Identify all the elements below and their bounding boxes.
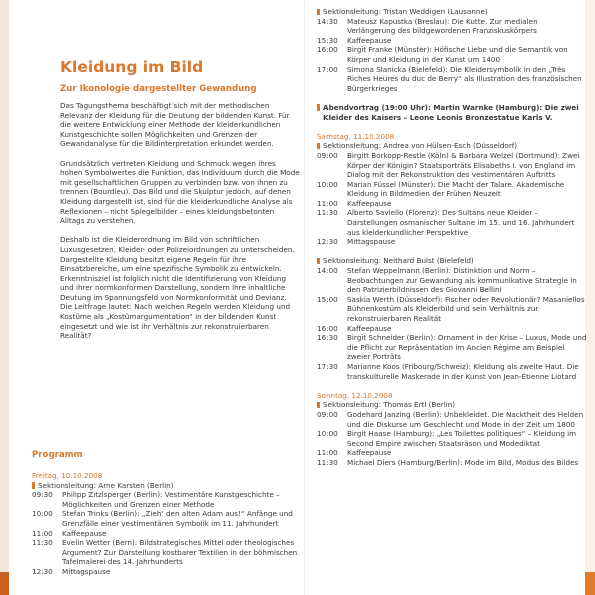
section-leader: Sektionsleitung: Arne Karsten (Berlin) (32, 481, 298, 491)
entry-text: Kaffeepause (347, 323, 392, 333)
entry-time: 11:00 (317, 448, 338, 458)
entry-text: Kaffeepause (347, 35, 392, 45)
left-edge-tab (0, 572, 9, 595)
entry-text: Birgit Schneider (Berlin): Ornament in der Krise – Luxus, Mode und die Pflicht zur Repräsentation im Ancien Régime am Beispiel zweier Porträts (347, 333, 587, 362)
day-heading: Samstag, 11.10.2008 (317, 131, 395, 141)
entry-text: Kaffeepause (347, 448, 392, 458)
schedule-entry (317, 45, 587, 64)
entry-text: Marian Füssel (Münster): Die Macht der Talare. Akademische Kleidung in Bildmedien der Frühen Neuzeit (347, 179, 565, 199)
entry-time: 11:30 (32, 538, 53, 548)
entry-text: Michael Diers (Hamburg/Berlin): Mode im Bild, Modus des Bildes (347, 457, 579, 467)
day-heading: Freitag, 10.10.2008 (32, 471, 103, 480)
schedule-entry (317, 333, 587, 362)
entry-text: Stefan Weppelmann (Berlin): Distinktion und Norm – Beobachtungen zur Gewandung als kommunikative Strategie in den Patrizierbildnissen des Giovanni Bellini (347, 266, 577, 295)
spacer (317, 122, 587, 132)
entry-text: Mittagspause (62, 566, 111, 576)
schedule-entry (317, 410, 587, 429)
schedule-entry (32, 509, 298, 528)
entry-time: 16:00 (317, 323, 338, 333)
entry-time: 14:30 (317, 16, 338, 26)
entry-text: Kaffeepause (62, 528, 107, 538)
entry-text: Alberto Saviello (Florenz): Des Sultans neue Kleider – Darstellungen osmanischer Sultane im 15. und 16. Jahrhundert aus kleiderkundlicher Perspektive (347, 208, 575, 237)
schedule-entry (317, 362, 587, 381)
entry-time: 11:00 (317, 198, 338, 208)
entry-time: 15:30 (317, 35, 338, 45)
schedule-entry (317, 324, 587, 334)
entry-text: Evelin Wetter (Bern): Bildstrategisches Mittel oder theologisches Argument? Zur Darstellung kostbarer Textilien in der böhmischen Tafelmalerei des 14. Jahrhunderts (62, 538, 298, 567)
section-leader: Abendvortrag (19:00 Uhr): Martin Warnke (Hamburg): Die zwei Kleider des Kaisers – Leone Leonis Bronzestatue Karls V. (317, 103, 587, 122)
schedule-entry (32, 538, 298, 567)
entry-text: Philipp Zitzlsperger (Berlin): Vestimentäre Kunstgeschichte – Möglichkeiten und Grenzen einer Methode (62, 490, 280, 509)
entry-time: 10:00 (32, 509, 53, 519)
entry-time: 14:00 (317, 266, 338, 276)
schedule-entry (32, 490, 298, 509)
entry-text: Birgit Franke (Münster): Höfische Liebe und die Semantik von Körper und Kleidung in der Kunst um 1400 (347, 45, 568, 64)
right-edge-tab (585, 572, 595, 595)
paragraph: Deshalb ist die Kleiderordnung im Bild von schriftlichen Luxusgesetzen, Kleider- oder Polizeiordnungen zu unterscheiden. Dargestellte Kleidung besitzt eigene Regeln für ihre Einsatzbereiche, um eine spezifische Symbolik zu entwickeln. Erkenntnisziel ist folglich nicht die Identifizierung von Kleidung und ihrer normkonformen Darstellung, sondern ihre inhaltliche Deutung im Spannungsfeld von Normkonformität und Devianz. Die Leitfrage lautet: Nach welchen Regeln werden Kleidung und Kostüme als „Kostümargumentation“ in der bildenden Kunst eingesetzt und wie ist ihr Verhältnis zur rekonstruierbaren Realität? (60, 235, 295, 341)
paragraph: Das Tagungsthema beschäftigt sich mit der methodischen Relevanz der Kleidung für die Deutung der bildenden Kunst. Für die weitere Entwicklung einer Methode der kleiderkundlichen Kunstgeschichte sollen Möglichkeiten und Grenzen der Gewandanalyse für die Bildinterpretation erkundet werden. (60, 101, 290, 149)
entry-text: Godehard Janzing (Berlin): Unbekleidet. Die Nacktheit des Helden und die Diskurse um Geschlecht und Mode in der Zeit um 1800 (347, 409, 584, 429)
entry-text: Simona Slanicka (Bielefeld): Die Kleidersymbolik in den „Très Riches Heures du duc de Berry“ als Illustration des französischen Bürgerkrieges (347, 64, 582, 93)
entry-text: Kaffeepause (347, 198, 392, 208)
schedule-entry (317, 17, 587, 36)
schedule-entry (317, 151, 587, 180)
schedule-entry (317, 65, 587, 94)
entry-text: Marianne Koos (Fribourg/Schweiz): Kleidung als zweite Haut. Die transkulturelle Maskerade in der Kunst von Jean-Étienne Liotard (347, 361, 579, 381)
entry-text: Mittagspause (347, 237, 396, 247)
section-leader: Sektionsleitung: Andrea von Hülsen-Esch (Düsseldorf) (317, 141, 587, 151)
programm-right-column (317, 7, 587, 468)
article-subtitle: Zur Ikonologie dargestellter Gewandung (60, 84, 257, 94)
entry-text: Stefan Trinks (Berlin): „Zieh‘ den alten Adam aus!“ Anfänge und Grenzfälle einer vestimentären Symbolik im 11. Jahrhundert (62, 509, 293, 528)
programm-left-column (32, 471, 298, 577)
article-body (60, 101, 300, 350)
entry-time: 15:00 (317, 294, 338, 304)
column-divider (304, 0, 305, 595)
article-title: Kleidung im Bild (60, 58, 204, 76)
schedule-entry (317, 448, 587, 458)
entry-time: 12:30 (32, 566, 53, 576)
schedule-entry (317, 458, 587, 468)
schedule-entry (317, 429, 587, 448)
section-leader: Sektionsleitung: Neithard Bulst (Bielefeld) (317, 256, 587, 266)
entry-time: 12:30 (317, 237, 338, 247)
left-page-edge (0, 0, 9, 595)
entry-text: Mateusz Kapustka (Breslau): Die Kutte. Zur medialen Verlängerung des bildgewordenen Franziskuskörpers (347, 16, 538, 36)
schedule-entry (32, 529, 298, 539)
entry-time: 11:30 (317, 457, 338, 467)
entry-time: 17:30 (317, 361, 338, 371)
section-leader: Sektionsleitung: Tristan Weddigen (Lausanne) (317, 7, 587, 17)
entry-time: 16:30 (317, 333, 338, 343)
entry-time: 09:00 (317, 409, 338, 419)
schedule-entry (317, 36, 587, 46)
entry-time: 11:00 (32, 528, 53, 538)
entry-time: 17:00 (317, 64, 338, 74)
entry-text: Birgitt Borkopp-Restle (Köln) & Barbara Welzel (Dortmund): Zwei Körper der Königin? Staatsporträts Elisabeths I. von England im Dialog mit der Rekonstruktion des vestimentären Auftritts (347, 150, 580, 180)
entry-time: 10:00 (317, 179, 338, 189)
schedule-entry (317, 295, 587, 324)
schedule-entry (317, 180, 587, 199)
schedule-entry (317, 237, 587, 247)
schedule-entry (317, 199, 587, 209)
spacer (317, 93, 587, 103)
schedule-entry (317, 208, 587, 237)
spacer (317, 247, 587, 257)
schedule-entry (32, 567, 298, 577)
section-leader: Sektionsleitung: Thomas Ertl (Berlin) (317, 400, 587, 410)
day-heading: Sonntag, 12.10.2008 (317, 390, 393, 400)
schedule-entry (317, 266, 587, 295)
paragraph: Grundsätzlich vertreten Kleidung und Schmuck wegen ihres hohen Symbolwertes die Funktion, das Individuum durch die Mode mit gesellschaftlichen Gruppen zu verbinden bzw. von ihnen zu trennen (Bourdieu). Das Bild und die Skulptur jedoch, auf denen Kleidung dargestellt ist, sind für die kleiderkundliche Analyse als Reflexionen – nicht Spiegelbilder – eines kleidungsbetonten Alltags zu verstehen. (60, 158, 300, 226)
entry-time: 16:00 (317, 45, 338, 55)
entry-time: 09:30 (32, 490, 53, 500)
entry-text: Birgit Haase (Hamburg): „Les Toilettes politiques“ – Kleidung im Second Empire zwischen Staatsräson und Modediktat (347, 429, 577, 448)
entry-time: 11:30 (317, 208, 338, 218)
entry-time: 10:00 (317, 429, 338, 439)
entry-text: Saskia Werth (Düsseldorf): Fischer oder Revolutionär? Masaniellos Bühnenkostüm als Kleiderbild und sein Verhältnis zur rekonstruierbaren Realität (347, 294, 585, 323)
programm-heading: Programm (32, 450, 83, 460)
entry-time: 09:00 (317, 150, 338, 160)
spacer (317, 381, 587, 391)
